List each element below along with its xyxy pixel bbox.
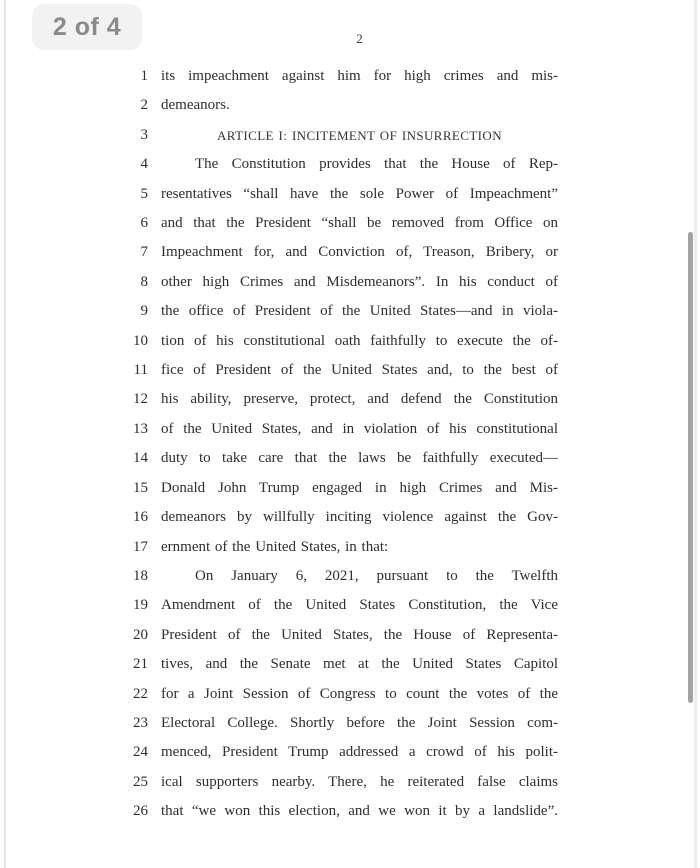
- line-number: 11: [133, 362, 148, 379]
- line-number: 2: [140, 97, 148, 114]
- line-number: 24: [133, 744, 148, 761]
- document-line: [130, 650, 558, 679]
- document-line: [130, 209, 558, 238]
- line-number: 20: [133, 626, 148, 643]
- line-text: The Constitution provides that the House of Rep-: [195, 156, 558, 173]
- line-text: that “we won this election, and we won it by a landslide”.: [161, 803, 558, 820]
- line-text: for a Joint Session of Congress to count the votes of the: [161, 685, 558, 702]
- line-number: 26: [133, 803, 148, 820]
- line-number: 6: [140, 215, 148, 232]
- line-text: its impeachment against him for high crimes and mis-: [161, 68, 558, 84]
- document-line: [130, 415, 558, 444]
- document-line: [130, 150, 558, 179]
- line-text: Impeachment for, and Conviction of, Treason, Bribery, or: [161, 244, 558, 261]
- line-number: 12: [133, 391, 148, 408]
- line-number: 13: [133, 420, 148, 437]
- line-text: other high Crimes and Misdemeanors”. In his conduct of: [161, 273, 558, 290]
- document-line: [130, 797, 558, 826]
- line-text: fice of President of the United States and, to the best of: [161, 362, 558, 379]
- line-text: Donald John Trump engaged in high Crimes and Mis-: [161, 479, 558, 496]
- line-text: On January 6, 2021, pursuant to the Twelfth: [195, 567, 558, 584]
- document-line: [130, 385, 558, 414]
- line-number: 16: [133, 509, 148, 526]
- document-line: [130, 91, 558, 120]
- line-text: his ability, preserve, protect, and defend the Constitution: [161, 391, 558, 408]
- scrollbar-thumb[interactable]: [688, 232, 693, 703]
- line-number: 5: [140, 185, 148, 202]
- line-number: 7: [140, 244, 148, 261]
- line-number: 19: [133, 597, 148, 614]
- line-text: tion of his constitutional oath faithfully to execute the of-: [161, 332, 558, 349]
- document-line: [130, 121, 558, 150]
- line-number: 25: [133, 773, 148, 790]
- line-number: 9: [140, 303, 148, 320]
- line-number: 3: [140, 126, 148, 143]
- pane-border-left: [4, 0, 6, 868]
- page-number: 2: [356, 31, 363, 46]
- document-line: [130, 62, 558, 91]
- line-text: President of the United States, the House of Representa-: [161, 626, 558, 643]
- document-line: [130, 768, 558, 797]
- line-number: 22: [133, 685, 148, 702]
- line-text: the office of President of the United States—and in viola-: [161, 303, 558, 320]
- line-number: 21: [133, 656, 148, 673]
- document-line: [130, 562, 558, 591]
- document-line: [130, 356, 558, 385]
- document-line: [130, 503, 558, 532]
- document-line: [130, 444, 558, 473]
- page-indicator-badge: 2 of 4: [32, 4, 142, 50]
- line-text: ernment of the United States, in that:: [161, 538, 389, 555]
- line-text: Amendment of the United States Constitution, the Vice: [161, 597, 558, 614]
- document-line: [130, 709, 558, 738]
- line-number: 8: [140, 273, 148, 290]
- line-text: demeanors.: [161, 97, 230, 114]
- line-text: ical supporters nearby. There, he reiterated false claims: [161, 773, 558, 790]
- document-line: [130, 180, 558, 209]
- line-number: 23: [133, 714, 148, 731]
- line-text: of the United States, and in violation of his constitutional: [161, 420, 558, 437]
- line-text: resentatives “shall have the sole Power of Impeachment”: [161, 185, 558, 202]
- line-number: 14: [133, 450, 148, 467]
- document-line: [130, 533, 558, 562]
- line-text: duty to take care that the laws be faithfully executed—: [161, 450, 558, 467]
- line-text: and that the President “shall be removed from Office on: [161, 215, 558, 232]
- document-line: [130, 327, 558, 356]
- scrollbar-track[interactable]: [694, 0, 697, 868]
- document-lines: [130, 62, 558, 827]
- document-line: [130, 591, 558, 620]
- line-number: 10: [133, 332, 148, 349]
- line-text: menced, President Trump addressed a crowd of his polit-: [161, 744, 558, 761]
- line-text: Electoral College. Shortly before the Joint Session com-: [161, 714, 558, 731]
- line-number: 4: [140, 156, 148, 173]
- line-number: 1: [140, 68, 148, 84]
- line-text: tives, and the Senate met at the United States Capitol: [161, 656, 558, 673]
- line-text: demeanors by willfully inciting violence against the Gov-: [161, 509, 558, 526]
- document-line: [130, 268, 558, 297]
- document-line: [130, 474, 558, 503]
- document-line: [130, 238, 558, 267]
- document-line: [130, 738, 558, 767]
- document-line: [130, 297, 558, 326]
- line-number: 15: [133, 479, 148, 496]
- line-number: 17: [133, 538, 148, 555]
- document-line: [130, 621, 558, 650]
- document-line: [130, 680, 558, 709]
- line-text: ARTICLE I: INCITEMENT OF INSURRECTION: [217, 127, 502, 143]
- line-number: 18: [133, 567, 148, 584]
